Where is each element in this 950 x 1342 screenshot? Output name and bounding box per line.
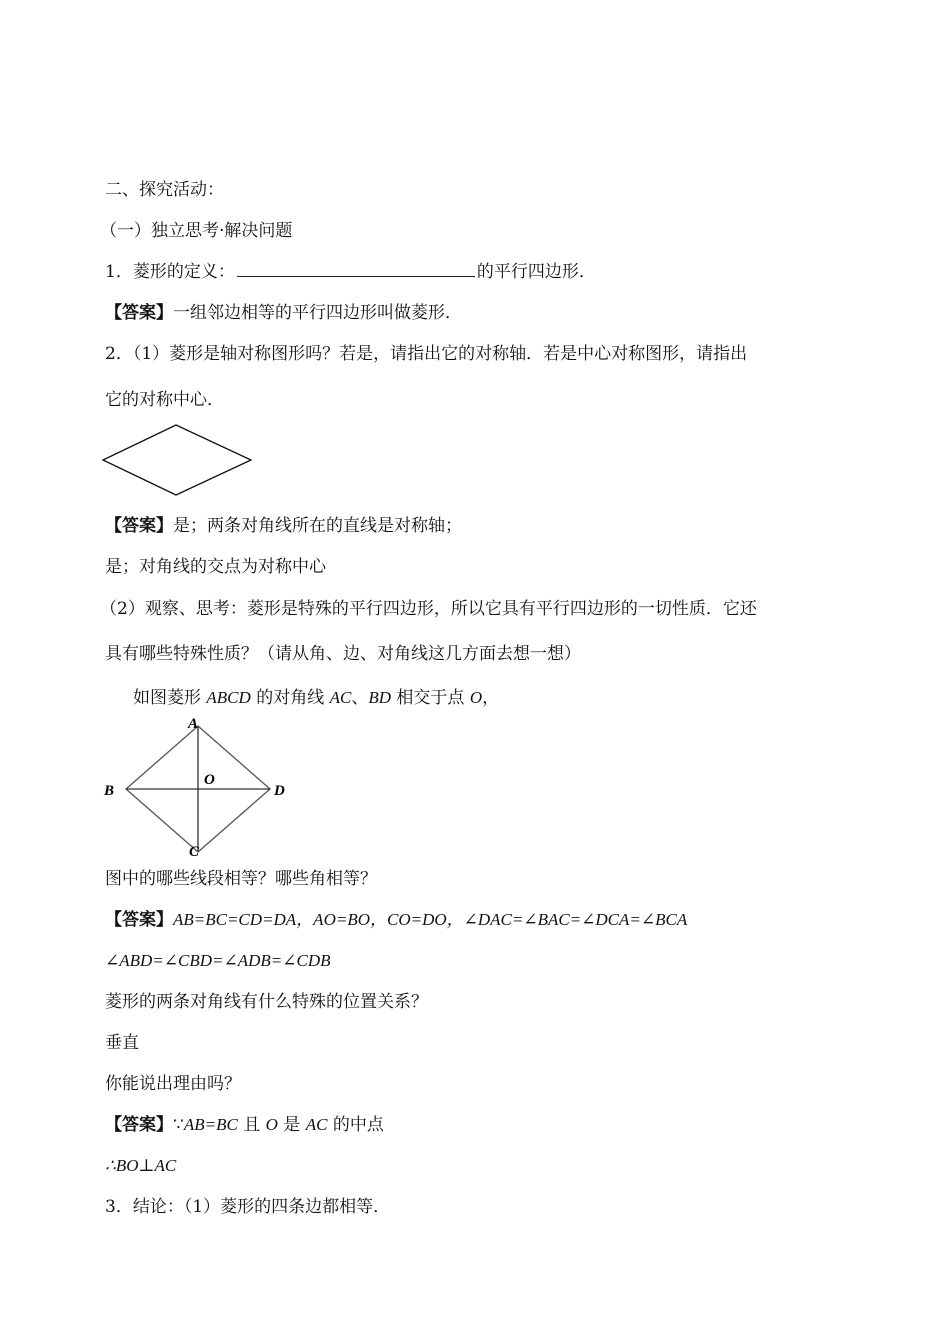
intro-text: 的对角线 [250,688,330,708]
reason-equation: AB=BC [183,1115,238,1134]
answer-tag: 【答案】 [105,1115,173,1135]
label-o: O [204,772,215,788]
label-d: D [274,783,285,799]
segment-ac: AC [305,1115,328,1134]
rhombus-name: ABCD [206,688,251,707]
label-a: A [188,716,199,732]
answer-reason-line-1 [105,1113,384,1137]
answer-2-1-line-2: 是；对角线的交点为对称中心 [105,557,326,577]
intro-text: 、 [351,688,369,708]
figure-intro [133,686,499,710]
intro-text: 如图菱形 [133,688,207,708]
reason-text: 且 [237,1115,266,1135]
point-o: O [265,1115,278,1134]
answer-position: 垂直 [105,1033,139,1053]
subsection-title: （一）独立思考·解决问题 [100,221,293,241]
question-equal: 图中的哪些线段相等？哪些角相等？ [105,869,377,889]
answer-tag: 【答案】 [105,303,173,323]
question-2-2-line-1: （2）观察、思考：菱形是特殊的平行四边形，所以它具有平行四边形的一切性质．它还 [100,599,757,619]
answer-equal-text: AB=BC=CD=DA，AO=BO，CO=DO，∠DAC=∠BAC=∠DCA=∠BCA [173,910,688,929]
conclusion: 3．结论：（1）菱形的四条边都相等． [105,1197,391,1217]
answer-equal-line-1 [105,908,687,932]
question-2-2-line-2: 具有哪些特殊性质？（请从角、边、对角线这几方面去想一想） [105,644,581,664]
question-position: 菱形的两条对角线有什么特殊的位置关系？ [105,992,428,1012]
because-symbol: ∵ [173,1115,184,1135]
diagonal-ac: AC [329,688,352,707]
fill-in-blank[interactable] [237,259,475,277]
point-o: O [469,688,483,707]
answer-tag: 【答案】 [105,910,173,930]
question-reason: 你能说出理由吗？ [105,1074,241,1094]
question-2-1-line-1: 2．（1）菱形是轴对称图形吗？若是，请指出它的对称轴．若是中心对称图形，请指出 [105,344,748,364]
rhombus-shape [103,425,251,495]
intro-text: 相交于点 [391,688,470,708]
label-b: B [104,783,115,799]
answer-2-1-line-1 [105,514,462,538]
labeled-rhombus-figure [100,716,300,858]
rhombus-figure [100,422,255,498]
reason-text: 是 [277,1115,306,1135]
answer-1 [105,301,462,325]
question-1-suffix: 的平行四边形． [476,262,596,282]
answer-1-text: 一组邻边相等的平行四边形叫做菱形． [173,303,462,323]
intro-text: ， [482,688,500,708]
diagonal-bd: BD [368,688,392,707]
question-2-1-line-2: 它的对称中心． [105,390,224,410]
section-title: 二、探究活动： [105,180,224,200]
label-c: C [189,844,200,858]
reason-text: 的中点 [327,1115,384,1135]
question-1 [105,259,596,284]
answer-equal-line-2: ∠ABD=∠CBD=∠ADB=∠CDB [105,951,331,970]
answer-tag: 【答案】 [105,516,173,536]
answer-2-1-text: 是；两条对角线所在的直线是对称轴； [173,516,462,536]
answer-reason-line-2: ∴BO⊥AC [105,1156,177,1175]
question-1-prefix: 1．菱形的定义： [105,262,235,282]
